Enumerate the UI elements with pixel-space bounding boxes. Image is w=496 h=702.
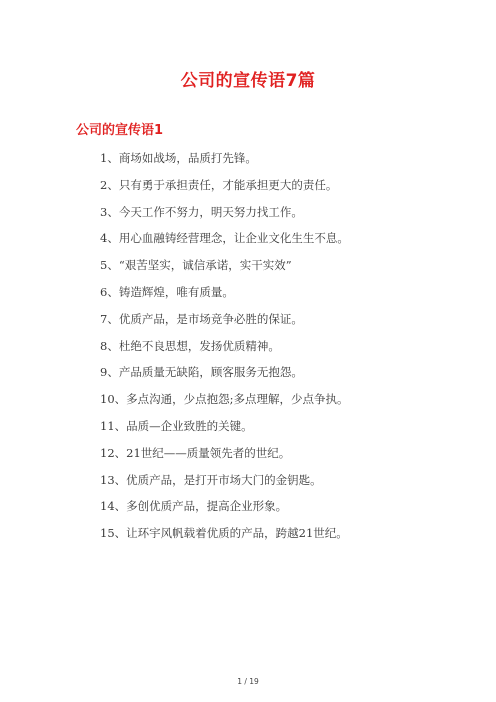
list-item: 15、让环宇风帆载着优质的产品，跨越21世纪。 — [100, 526, 348, 541]
list-item: 3、今天工作不努力，明天努力找工作。 — [100, 204, 303, 219]
document-title: 公司的宣传语7篇 — [180, 71, 316, 91]
list-item: 11、品质—企业致胜的关键。 — [100, 418, 253, 433]
list-item: 13、优质产品，是打开市场大门的金钥匙。 — [100, 472, 322, 487]
list-item: 5、“艰苦坚实，诚信承诺，实干实效” — [100, 258, 292, 273]
page-indicator: 1 / 19 — [237, 677, 259, 686]
list-item: 6、铸造辉煌，唯有质量。 — [100, 284, 234, 299]
list-item: 12、21世纪——质量领先者的世纪。 — [100, 445, 291, 460]
list-item: 8、杜绝不良思想，发扬优质精神。 — [100, 338, 280, 353]
list-item: 10、多点沟通，少点抱怨;多点理解，少点争执。 — [100, 392, 349, 407]
slogan-list — [100, 151, 480, 553]
section-heading: 公司的宣传语1 — [76, 123, 164, 138]
list-item: 1、商场如战场，品质打先锋。 — [100, 151, 257, 165]
list-item: 4、用心血融铸经营理念，让企业文化生生不息。 — [100, 231, 349, 246]
list-item: 2、只有勇于承担责任，才能承担更大的责任。 — [100, 177, 338, 192]
list-item: 14、多创优质产品，提高企业形象。 — [100, 499, 288, 514]
list-item: 9、产品质量无缺陷，顾客服务无抱怨。 — [100, 365, 303, 380]
list-item: 7、优质产品，是市场竞争必胜的保证。 — [100, 311, 303, 326]
